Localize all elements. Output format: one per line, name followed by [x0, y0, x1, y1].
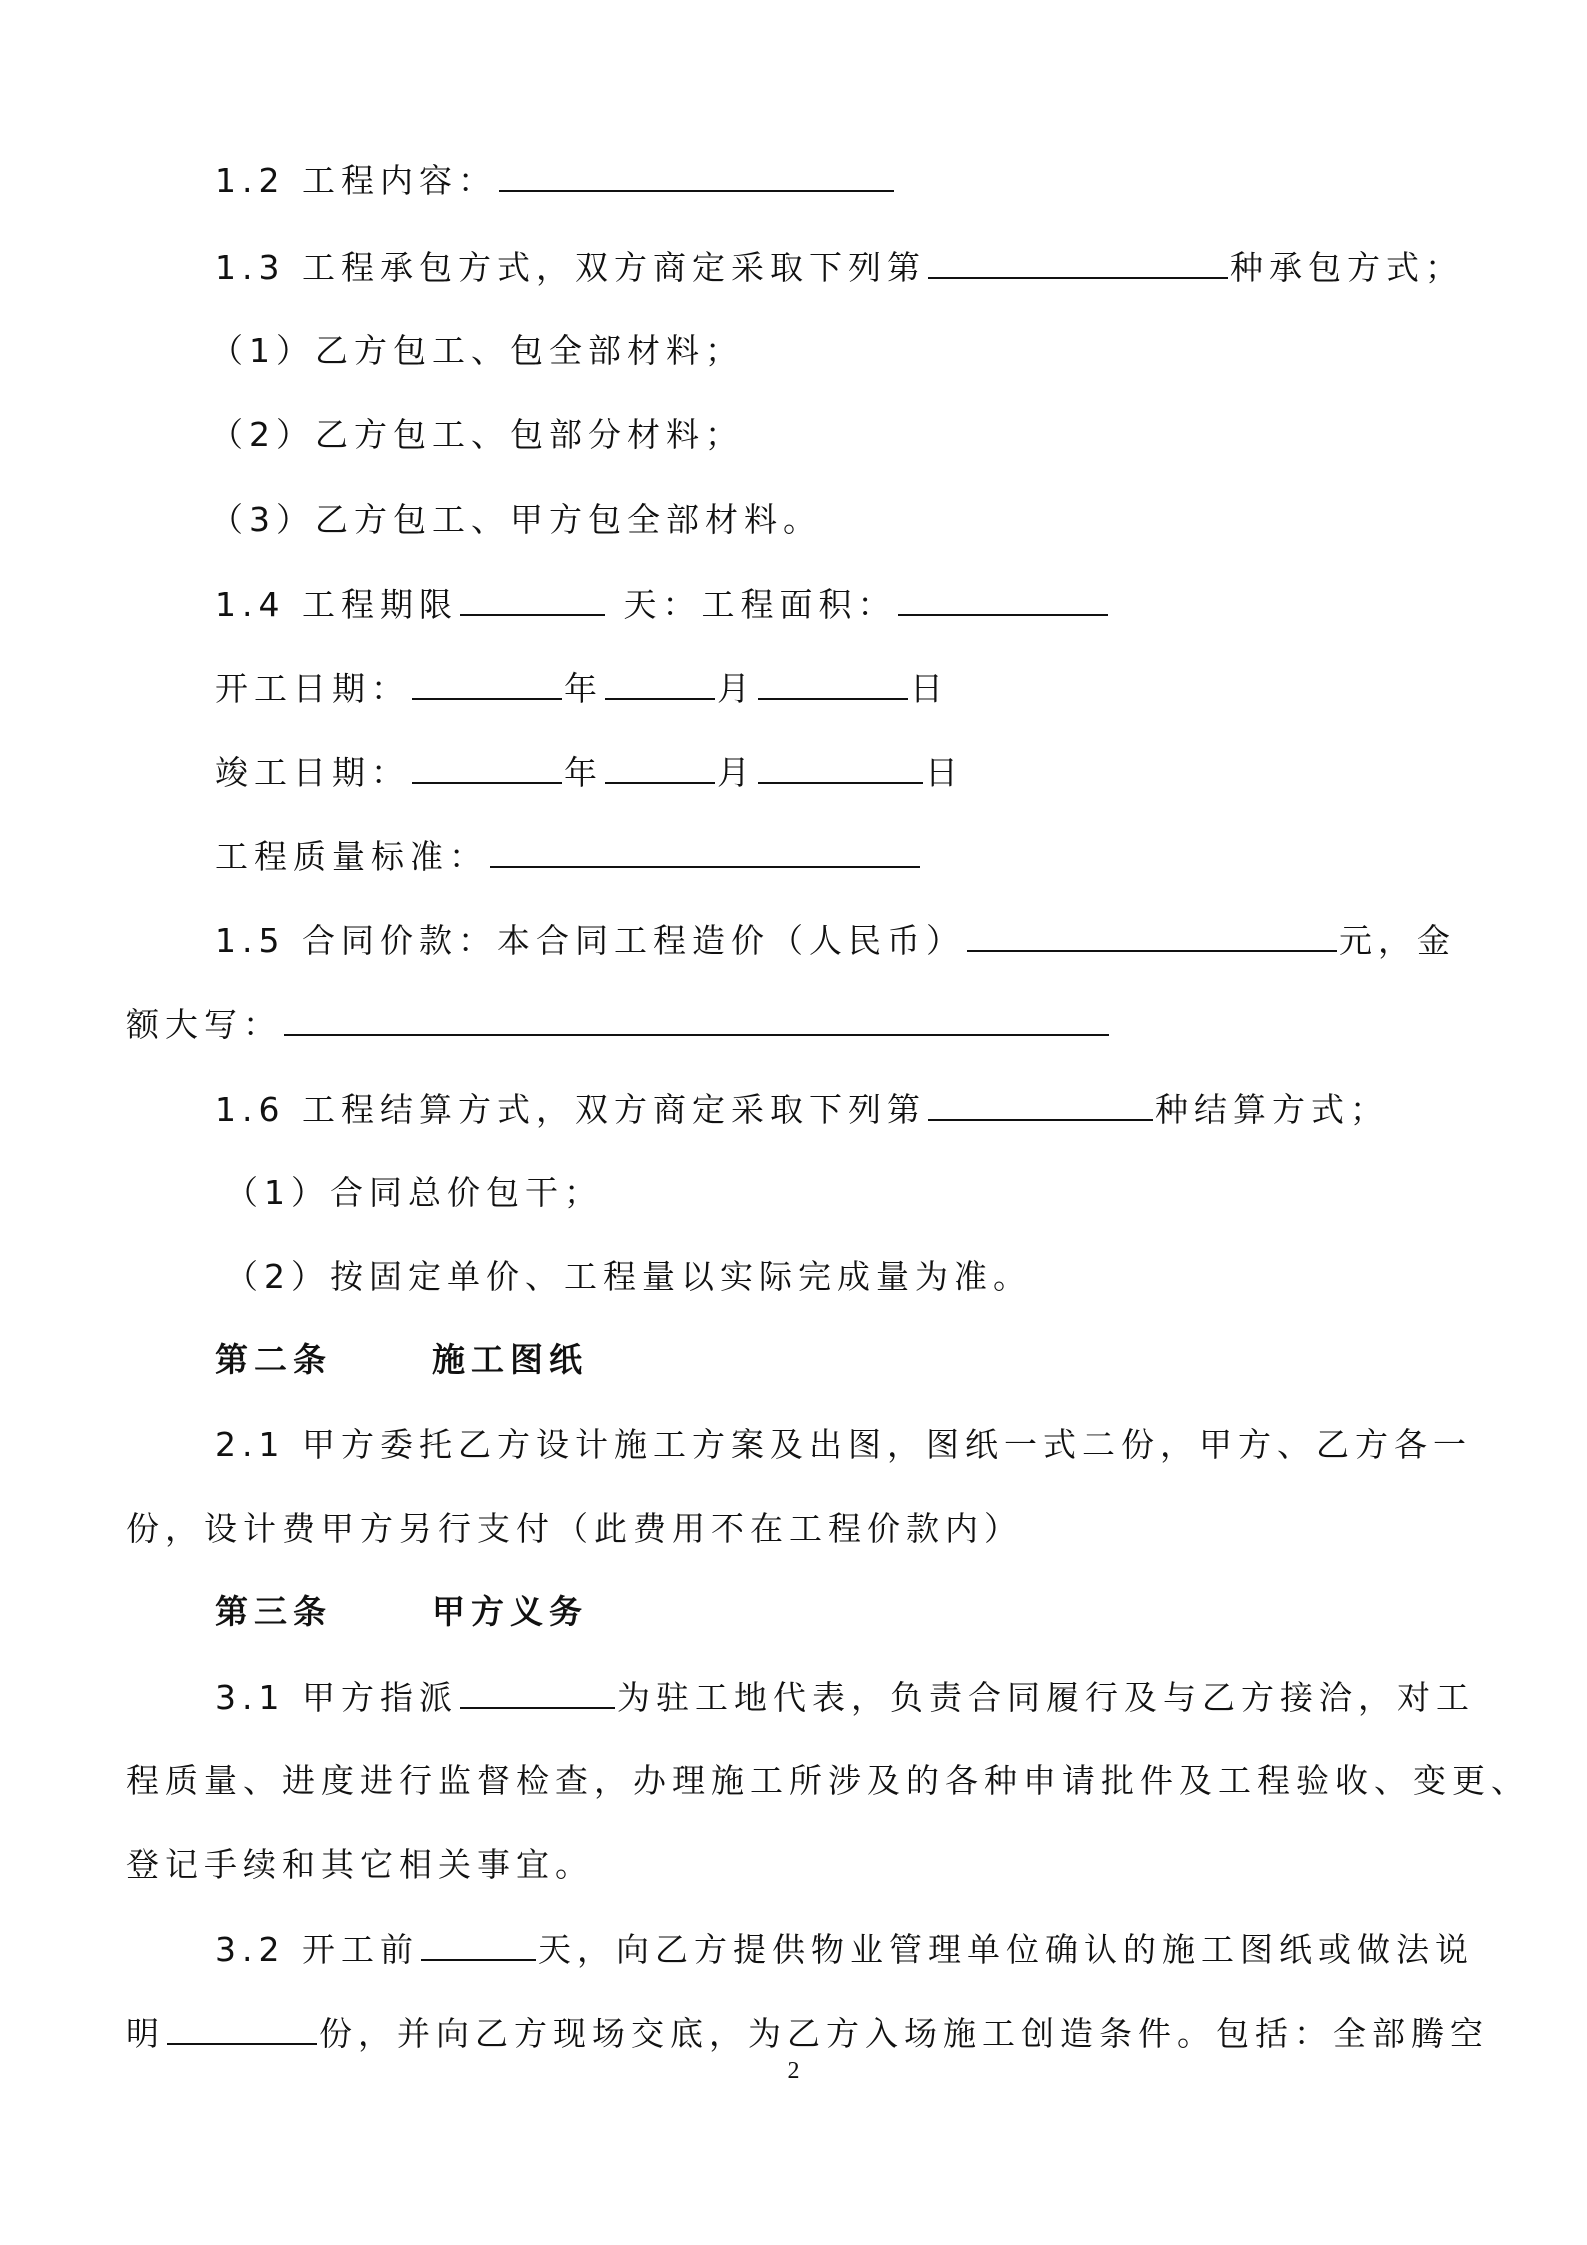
blank-price: [967, 920, 1337, 952]
text: 为驻工地代表，负责合同履行及与乙方接洽，对工: [616, 1678, 1475, 1717]
article-2-heading: [215, 1340, 588, 1380]
page-number: 2: [787, 2058, 800, 2084]
text: 份，并向乙方现场交底，为乙方入场施工创造条件。包括：全部腾空: [319, 2014, 1489, 2053]
settle-option-1: （1）合同总价包干；: [225, 1173, 603, 1212]
text: 工程质量标准：: [215, 837, 488, 876]
blank: [605, 752, 715, 784]
line-3-2: [215, 1929, 1474, 1970]
text: 1.6 工程结算方式，双方商定采取下列第: [215, 1090, 926, 1129]
text: 元，金: [1338, 921, 1456, 960]
line-1-2: [215, 160, 896, 201]
blank: [758, 668, 908, 700]
option-3: （3）乙方包工、甲方包全部材料。: [210, 500, 822, 539]
text: 施工图纸: [432, 1340, 588, 1379]
text: 1.4 工程期限: [215, 585, 458, 624]
line-3-1-cont1: 程质量、进度进行监督检查，办理施工所涉及的各种申请批件及工程验收、变更、: [126, 1761, 1530, 1800]
blank: [490, 836, 920, 868]
text: 年: [564, 669, 603, 708]
line-2-1: 2.1 甲方委托乙方设计施工方案及出图，图纸一式二份，甲方、乙方各一: [215, 1425, 1472, 1464]
text: 月: [717, 669, 756, 708]
text: 1.5 合同价款：本合同工程造价（人民币）: [215, 921, 965, 960]
option-1: （1）乙方包工、包全部材料；: [210, 331, 744, 370]
text: 种结算方式；: [1154, 1090, 1389, 1129]
text: 天：工程面积：: [606, 585, 897, 624]
text: 明: [126, 2014, 165, 2053]
blank-contract-method: [928, 247, 1228, 279]
article-3-heading: [215, 1592, 588, 1632]
text: 1.2 工程内容：: [215, 161, 497, 200]
text: 额大写：: [126, 1005, 282, 1044]
text: 种承包方式；: [1229, 248, 1464, 287]
text: 开工日期：: [215, 669, 410, 708]
settle-option-2: （2）按固定单价、工程量以实际完成量为准。: [225, 1257, 1032, 1296]
line-1-3: [215, 247, 1464, 288]
option-2: （2）乙方包工、包部分材料；: [210, 415, 744, 454]
line-2-1-cont: 份，设计费甲方另行支付（此费用不在工程价款内）: [126, 1509, 1023, 1548]
blank-project-content: [499, 160, 894, 192]
text: 年: [564, 753, 603, 792]
text: 日: [925, 753, 964, 792]
blank: [605, 668, 715, 700]
line-3-2-cont: [126, 2013, 1489, 2054]
line-1-5-cont: [126, 1004, 1111, 1045]
line-1-6: [215, 1089, 1389, 1130]
blank-area: [898, 584, 1108, 616]
text: 竣工日期：: [215, 753, 410, 792]
blank-settle-method: [928, 1089, 1153, 1121]
text: 月: [717, 753, 756, 792]
line-quality: [215, 836, 922, 877]
text: 3.2 开工前: [215, 1930, 419, 1969]
blank-representative: [460, 1677, 615, 1709]
blank-days: [460, 584, 605, 616]
blank: [758, 752, 923, 784]
line-3-1-cont2: 登记手续和其它相关事宜。: [126, 1845, 594, 1884]
line-end-date: [215, 752, 964, 793]
text: 3.1 甲方指派: [215, 1678, 458, 1717]
text: 天，向乙方提供物业管理单位确认的施工图纸或做法说: [537, 1930, 1474, 1969]
line-1-5: [215, 920, 1456, 961]
blank-copies: [167, 2013, 317, 2045]
text: 第二条: [215, 1340, 332, 1379]
text: 1.3 工程承包方式，双方商定采取下列第: [215, 248, 926, 287]
blank: [412, 668, 562, 700]
blank: [412, 752, 562, 784]
line-start-date: [215, 668, 949, 709]
text: 甲方义务: [432, 1592, 588, 1631]
line-3-1: [215, 1677, 1475, 1718]
line-1-4: [215, 584, 1110, 625]
blank-amount-words: [284, 1004, 1109, 1036]
blank-days: [421, 1929, 536, 1961]
text: 日: [910, 669, 949, 708]
text: 第三条: [215, 1592, 332, 1631]
